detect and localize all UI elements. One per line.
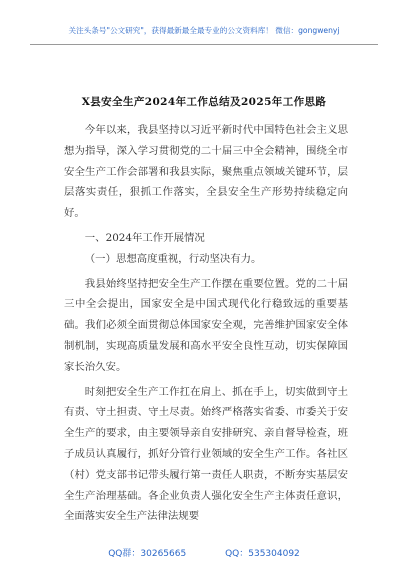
header-divider bbox=[30, 44, 378, 45]
footer-qq-group: QQ群：30265665 bbox=[108, 549, 187, 559]
header-notice: 关注头条号"公文研究"，获得最新最全最专业的公文资料库！ 微信：gongwenyj bbox=[68, 26, 340, 35]
section-heading: 一、2024年工作开展情况 bbox=[84, 231, 205, 244]
document-title: X县安全生产2024年工作总结及2025年工作思路 bbox=[81, 96, 327, 108]
document-body bbox=[64, 120, 348, 527]
footer-contact bbox=[0, 546, 408, 559]
subsection-heading: （一）思想高度重视，行动坚决有力。 bbox=[84, 252, 262, 265]
paragraph-intro: 今年以来，我县坚持以习近平新时代中国特色社会主义思想为指导，深入学习贯彻党的二十届三中全会精神，围绕全市安全生产工作会部署和我县实际，聚焦重点领域关键环节，层层落实责任，狠抓工作落实，全县安全生产形势持续稳定向好。 bbox=[64, 124, 348, 220]
footer-qq-number: QQ：535304092 bbox=[225, 549, 300, 559]
paragraph-body-2: 时刻把安全生产工作扛在肩上、抓在手上，切实做到守土有责、守土担责、守土尽责。始终严格落实省委、市委关于安全生产的要求，由主要领导亲自安排研究、亲自督导检查，班子成员认真履行，抓好分管行业领域的安全生产工作。各社区（村）党支部书记带头履行第一责任人职责，不断夯实基层安全生产治理基础。各企业负责人强化安全生产主体责任意识，全面落实安全生产法律法规要 bbox=[64, 385, 348, 523]
paragraph-body-1: 我县始终坚持把安全生产工作摆在重要位置。党的二十届三中全会提出，国家安全是中国式现代化行稳致远的重要基础。我们必须全面贯彻总体国家安全观，完善维护国家安全体制机制，实现高质量发展和高水平安全良性互动，切实保障国家长治久安。 bbox=[64, 277, 348, 373]
